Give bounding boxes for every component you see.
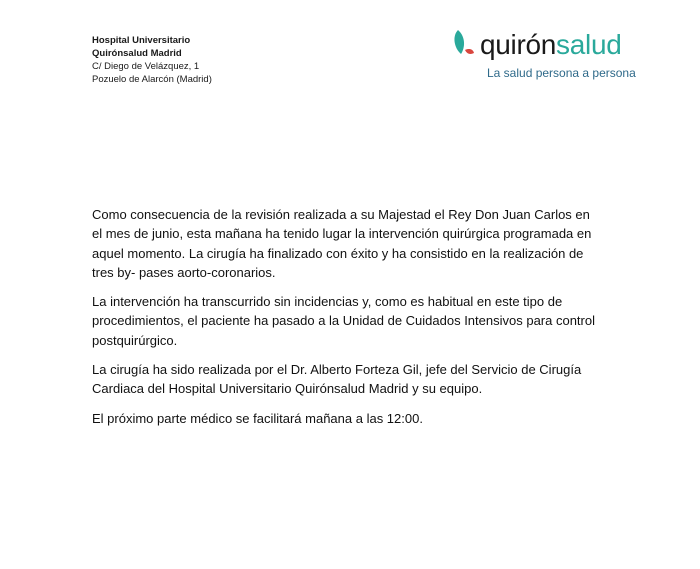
address-line-name: Quirónsalud Madrid [92,48,182,59]
hospital-address [92,34,212,86]
address-line-hospital: Hospital Universitario [92,35,191,46]
paragraph-next-report: El próximo parte médico se facilitará mañana a las 12:00. [92,410,423,426]
logo-word-quiron: quirón [480,29,557,60]
medical-report-body [92,205,602,438]
paragraph-recovery: La intervención ha transcurrido sin incidencias y, como es habitual en este tipo de procedimientos, el paciente ha pasado a la Unidad de Cuidados Intensivos para control postquirúrgico. [92,294,595,348]
quironsalud-logo [452,28,652,88]
logo-wordmark [480,28,622,62]
logo-word-salud: salud [556,29,622,60]
leaf-logo-icon [452,28,482,62]
teal-leaf-shape [454,30,464,54]
paragraph-surgeon: La cirugía ha sido realizada por el Dr. Alberto Forteza Gil, jefe del Servicio de Cirugía Cardiaca del Hospital Universitario Quirónsalud Madrid y su equipo. [92,362,582,397]
paragraph-surgery: Como consecuencia de la revisión realizada a su Majestad el Rey Don Juan Carlos en el mes de junio, esta mañana ha tenido lugar la intervención quirúrgica programada en aquel momento. La cirugía ha finalizado con éxito y ha consistido en la realización de tres by- pases aorto-coronarios. [92,207,592,280]
address-line-street: C/ Diego de Velázquez, 1 [92,61,200,72]
red-leaf-shape [465,49,474,54]
logo-tagline: La salud persona a persona [487,66,636,80]
address-line-city: Pozuelo de Alarcón (Madrid) [92,74,212,85]
